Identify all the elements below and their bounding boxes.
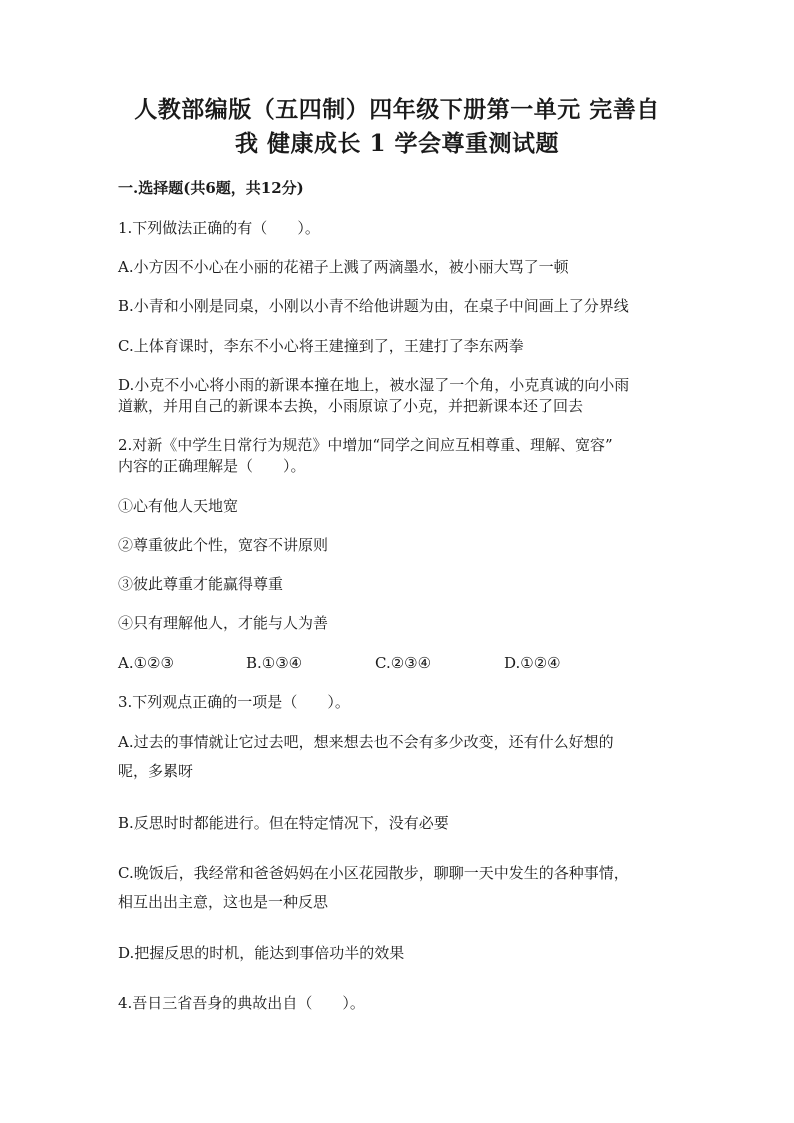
q2-item-3: ③彼此尊重才能赢得尊重 xyxy=(118,575,284,593)
q1-option-d-line1: D.小克不小心将小雨的新课本撞在地上，被水湿了一个角，小克真诚的向小雨 xyxy=(118,376,630,394)
q3-option-c-line2: 相互出出主意，这也是一种反思 xyxy=(118,893,329,911)
q2-options-row xyxy=(118,653,678,673)
page-title xyxy=(100,93,694,161)
section-header: 一.选择题(共6题，共12分) xyxy=(118,179,304,197)
q3-option-d: D.把握反思的时机，能达到事倍功半的效果 xyxy=(118,944,405,962)
q1-option-a: A.小方因不小心在小丽的花裙子上溅了两滴墨水，被小丽大骂了一顿 xyxy=(118,258,569,276)
q2-item-2: ②尊重彼此个性，宽容不讲原则 xyxy=(118,536,329,554)
q3-option-a-line1: A.过去的事情就让它过去吧，想来想去也不会有多少改变，还有什么好想的 xyxy=(118,733,614,751)
q3-option-a-line2: 呢，多累呀 xyxy=(118,762,194,780)
title-line-2: 我 健康成长 1 学会尊重测试题 xyxy=(234,130,560,157)
q1-option-d-line2: 道歉，并用自己的新课本去换，小雨原谅了小克，并把新课本还了回去 xyxy=(118,397,584,415)
q2-option-a: A.①②③ xyxy=(118,654,174,672)
q3-option-b: B.反思时时都能进行。但在特定情况下，没有必要 xyxy=(118,814,449,832)
q2-item-1: ①心有他人天地宽 xyxy=(118,497,239,515)
title-line-1: 人教部编版（五四制）四年级下册第一单元 完善自 xyxy=(134,96,660,123)
q2-option-d: D.①②④ xyxy=(504,654,561,672)
q3-stem: 3.下列观点正确的一项是（ ）。 xyxy=(118,693,350,711)
q2-item-4: ④只有理解他人，才能与人为善 xyxy=(118,614,329,632)
q2-option-b: B.①③④ xyxy=(246,654,303,672)
q1-option-b: B.小青和小刚是同桌，小刚以小青不给他讲题为由，在桌子中间画上了分界线 xyxy=(118,297,629,315)
q4-stem: 4.吾日三省吾身的典故出自（ ）。 xyxy=(118,994,365,1012)
q2-stem-line1: 2.对新《中学生日常行为规范》中增加“同学之间应互相尊重、理解、宽容” xyxy=(118,436,613,454)
q3-option-c-line1: C.晚饭后，我经常和爸爸妈妈在小区花园散步，聊聊一天中发生的各种事情， xyxy=(118,864,629,882)
q1-option-c: C.上体育课时，李东不小心将王建撞到了，王建打了李东两拳 xyxy=(118,337,524,355)
q2-option-c: C.②③④ xyxy=(375,654,432,672)
q2-stem-line2: 内容的正确理解是（ ）。 xyxy=(118,457,306,475)
q1-stem: 1.下列做法正确的有（ ）。 xyxy=(118,219,320,237)
